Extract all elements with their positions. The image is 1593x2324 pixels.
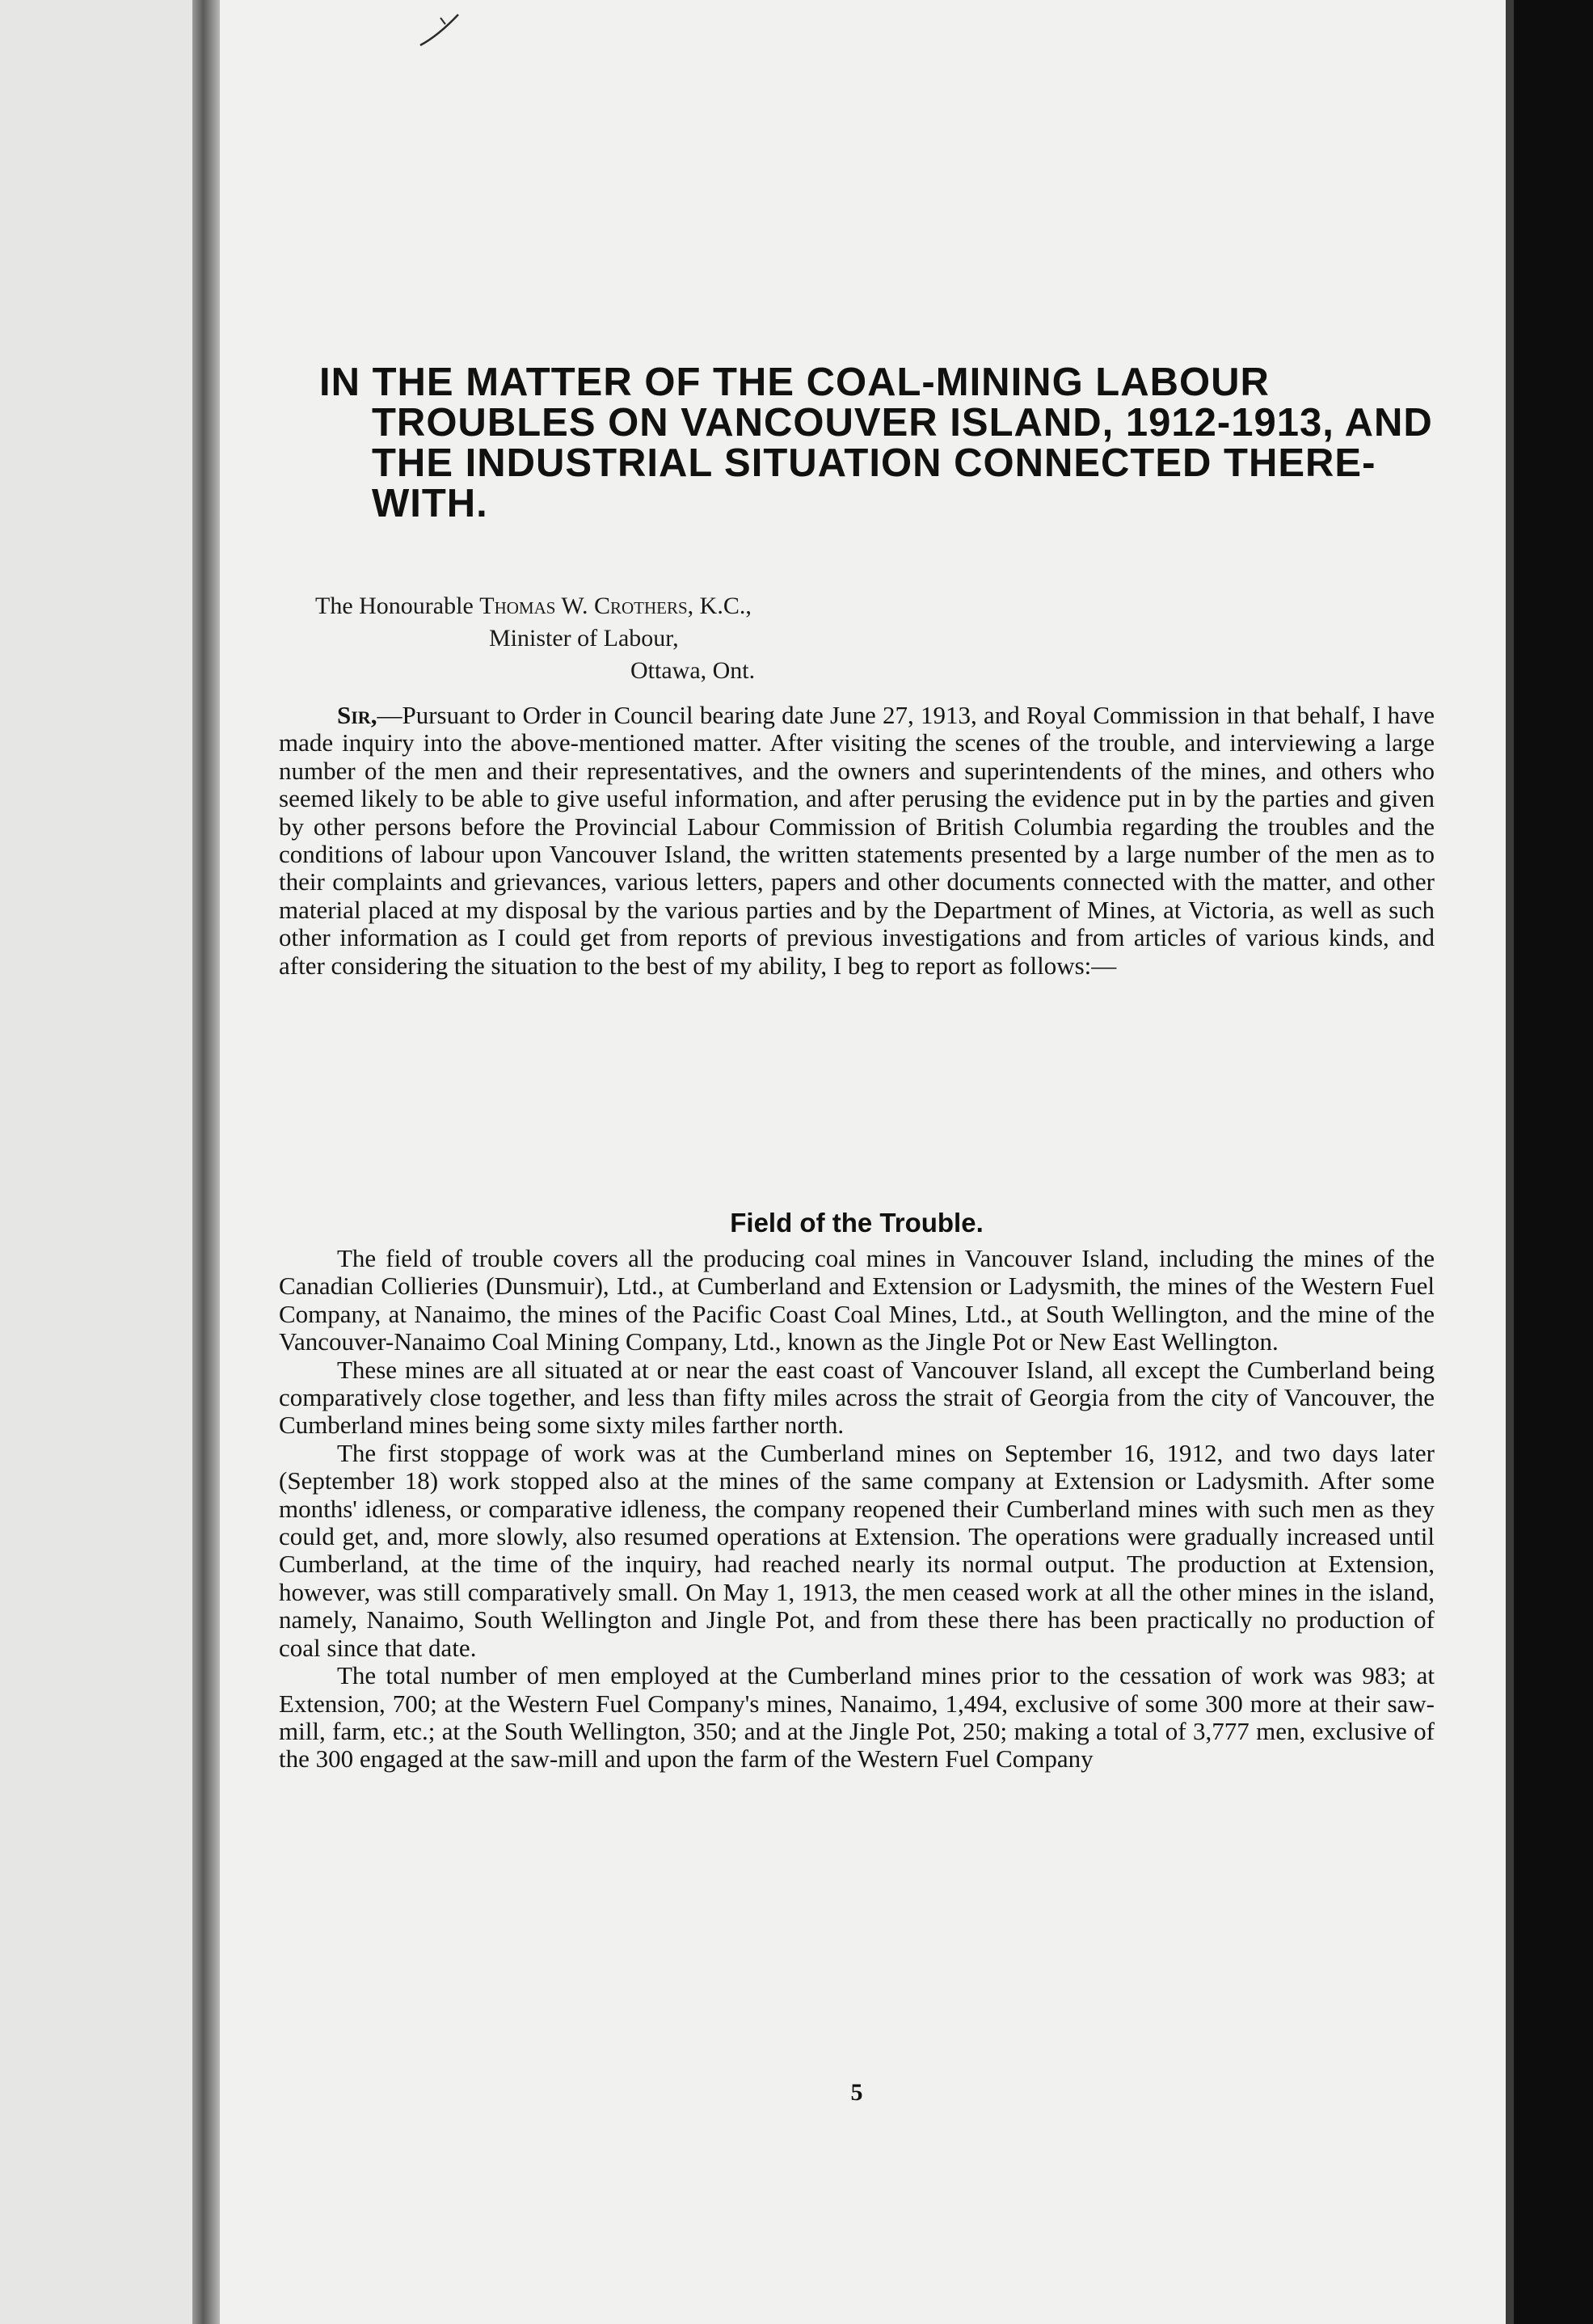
- addressee-name-line: [315, 590, 1204, 622]
- letter-body-text: —Pursuant to Order in Council bearing date June 27, 1913, and Royal Commission in that behalf, I have made inquiry into the above-mentioned matter. After visiting the scenes of the trouble, and interviewing a large number of the men and their representatives, and the owners and superintendents of the mines, and others who seemed likely to be able to give useful information, and after perusing the evidence put in by the parties and given by other persons before the Provincial Labour Commission of British Columbia regarding the troubles and the conditions of labour upon Vancouver Island, the written statements presented by a large number of the men as to their complaints and grievances, various letters, papers and other documents connected with the matter, and other material placed at my disposal by the various parties and by the Department of Mines, at Victoria, as well as such other information as I could get from reports of previous investigations and from articles of various kinds, and after considering the situation to the best of my ability, I beg to report as follows:—: [279, 701, 1435, 980]
- book-gutter: [192, 0, 220, 2324]
- page-edge-shadow: [1506, 0, 1514, 2324]
- salutation: Sir,: [337, 701, 377, 729]
- pencil-mark-icon: [416, 10, 465, 50]
- document-page: [220, 0, 1506, 2324]
- addressee-place: Ottawa, Ont.: [630, 657, 756, 684]
- addressee-office: Minister of Labour,: [489, 625, 679, 652]
- section-paragraph: These mines are all situated at or near the east coast of Vancouver Island, all except the Cumberland being comparatively close together, and less than fifty miles across the strait of Georgia from the city of Vancouver, the Cumberland mines being some sixty miles farther north.: [279, 1355, 1435, 1440]
- section-paragraph: The total number of men employed at the Cumberland mines prior to the cessation of work was 983; at Extension, 700; at the Western Fuel Company's mines, Nanaimo, 1,494, exclusive of some 300 more at their saw-mill, farm, etc.; at the South Wellington, 350; and at the Jingle Pot, 250; making a total of 3,777 men, exclusive of the 300 engaged at the saw-mill and upon the farm of the Western Fuel Company: [279, 1661, 1435, 1774]
- title-line: TROUBLES ON VANCOUVER ISLAND, 1912-1913, AND: [372, 401, 1433, 445]
- letter-body: [279, 702, 1435, 980]
- title-line: THE INDUSTRIAL SITUATION CONNECTED THERE-: [372, 441, 1376, 485]
- addressee-name: Thomas W. Crothers: [479, 593, 688, 619]
- facing-page-edge: [0, 0, 192, 2324]
- section-heading: Field of the Trouble.: [730, 1208, 984, 1238]
- addressee-block: [315, 590, 1204, 687]
- document-title: [319, 362, 1467, 524]
- addressee-prefix: The Honourable: [315, 593, 480, 619]
- section-body: [279, 1245, 1435, 1774]
- title-line: IN THE MATTER OF THE COAL-MINING LABOUR: [319, 361, 1270, 404]
- title-line: WITH.: [372, 482, 488, 525]
- page-number: 5: [850, 2079, 863, 2106]
- section-paragraph: The first stoppage of work was at the Cumberland mines on September 16, 1912, and two days later (September 18) work stopped also at the mines of the same company at Extension or Ladysmith. After some months' idleness, or comparative idleness, the company reopened their Cumberland mines with such men as they could get, and, more slowly, also resumed operations at Extension. The operations were gradually increased until Cumberland, at the time of the inquiry, had reached nearly its normal output. The production at Extension, however, was still comparatively small. On May 1, 1913, the men ceased work at all the other mines in the island, namely, Nanaimo, South Wellington and Jingle Pot, and from these there has been practically no production of coal since that date.: [279, 1438, 1435, 1662]
- addressee-suffix: , K.C.,: [687, 593, 752, 619]
- letter-paragraph: [279, 702, 1435, 980]
- section-paragraph: The field of trouble covers all the producing coal mines in Vancouver Island, including the mines of the Canadian Collieries (Dunsmuir), Ltd., at Cumberland and Extension or Ladysmith, the mines of the Western Fuel Company, at Nanaimo, the mines of the Pacific Coast Coal Mines, Ltd., at South Wellington, and the mine of the Vancouver-Nanaimo Coal Mining Company, Ltd., known as the Jingle Pot or New East Wellington.: [279, 1244, 1435, 1356]
